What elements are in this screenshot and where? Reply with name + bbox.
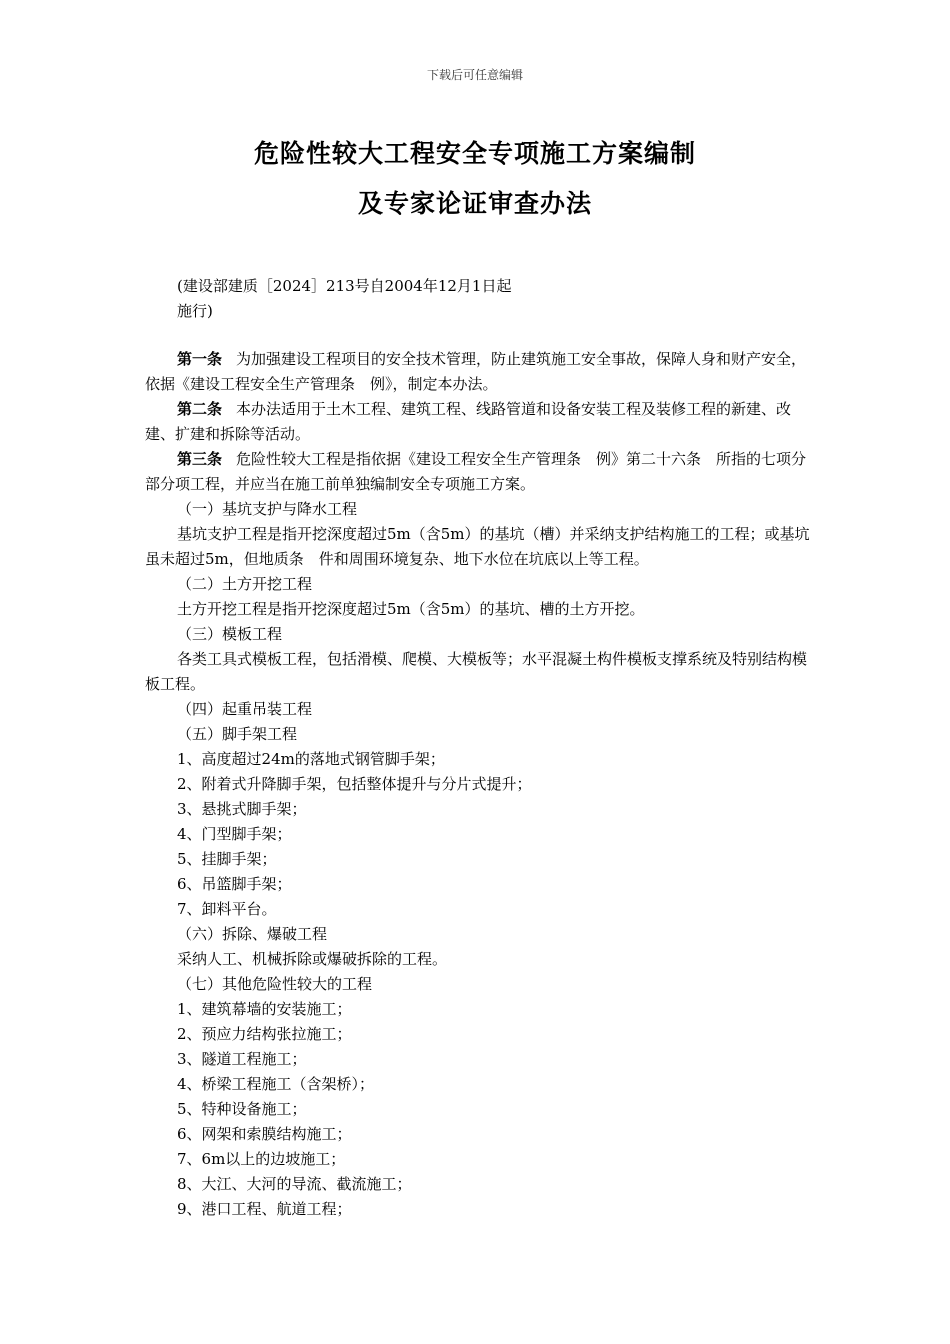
article-1-label: 第一条 [177,350,223,368]
section-2-text: 土方开挖工程是指开挖深度超过5m（含5m）的基坑、槽的土方开挖。 [177,600,645,618]
article-3 [145,447,820,497]
article-3-label: 第三条 [177,450,223,468]
list-item: 1、建筑幕墙的安装施工； [177,1000,352,1018]
list-item: 5、特种设备施工； [177,1100,307,1118]
header-note: 下载后可任意编辑 [426,68,523,82]
list-item: 5、挂脚手架； [177,850,277,868]
section-6-text: 采纳人工、机械拆除或爆破拆除的工程。 [177,950,448,968]
article-3-text: 危险性较大工程是指依据《建设工程安全生产管理条 例》第二十六条 所指的七项分部分项工程，并应当在施工前单独编制安全专项施工方案。 [145,450,807,493]
article-2-label: 第二条 [177,400,223,418]
section-2-title: （二）土方开挖工程 [177,575,313,593]
source-note [177,274,597,324]
list-item: 3、隧道工程施工； [177,1050,307,1068]
list-item: 8、大江、大河的导流、截流施工； [177,1175,412,1193]
section-3-title: （三）模板工程 [177,625,283,643]
document-title-line2: 及专家论证审查办法 [357,189,592,218]
section-3-text: 各类工具式模板工程，包括滑模、爬模、大模板等；水平混凝土构件模板支撑系统及特别结构模板工程。 [145,650,808,693]
document-title-line1: 危险性较大工程安全专项施工方案编制 [253,139,696,168]
list-item: 2、预应力结构张拉施工； [177,1025,352,1043]
document-body [145,347,820,1222]
section-7-title: （七）其他危险性较大的工程 [177,975,373,993]
section-1-text: 基坑支护工程是指开挖深度超过5m（含5m）的基坑（槽）并采纳支护结构施工的工程；或基坑虽未超过5m，但地质条 件和周围环境复杂、地下水位在坑底以上等工程。 [145,525,810,568]
section-6-title: （六）拆除、爆破工程 [177,925,328,943]
source-note-line1: (建设部建质［2024］213号自2004年12月1日起 [177,277,512,295]
list-item: 6、吊篮脚手架； [177,875,292,893]
list-item: 7、6m以上的边坡施工； [177,1150,346,1168]
article-1-text: 为加强建设工程项目的安全技术管理，防止建筑施工安全事故，保障人身和财产安全，依据《建设工程安全生产管理条 例》，制定本办法。 [145,350,807,393]
source-note-line2: 施行) [177,302,213,320]
list-item: 4、桥梁工程施工（含架桥）； [177,1075,375,1093]
list-item: 6、网架和索膜结构施工； [177,1125,352,1143]
list-item: 4、门型脚手架； [177,825,292,843]
section-4-title: （四）起重吊装工程 [177,700,313,718]
list-item: 7、卸料平台。 [177,900,277,918]
article-2-text: 本办法适用于土木工程、建筑工程、线路管道和设备安装工程及装修工程的新建、改建、扩建和拆除等活动。 [145,400,792,443]
section-5-title: （五）脚手架工程 [177,725,298,743]
list-item: 9、港口工程、航道工程； [177,1200,352,1218]
article-1 [145,347,820,397]
section-1-title: （一）基坑支护与降水工程 [177,500,358,518]
article-2 [145,397,820,447]
list-item: 3、悬挑式脚手架； [177,800,307,818]
list-item: 2、附着式升降脚手架，包括整体提升与分片式提升； [177,775,532,793]
list-item: 1、高度超过24m的落地式钢管脚手架； [177,750,445,768]
